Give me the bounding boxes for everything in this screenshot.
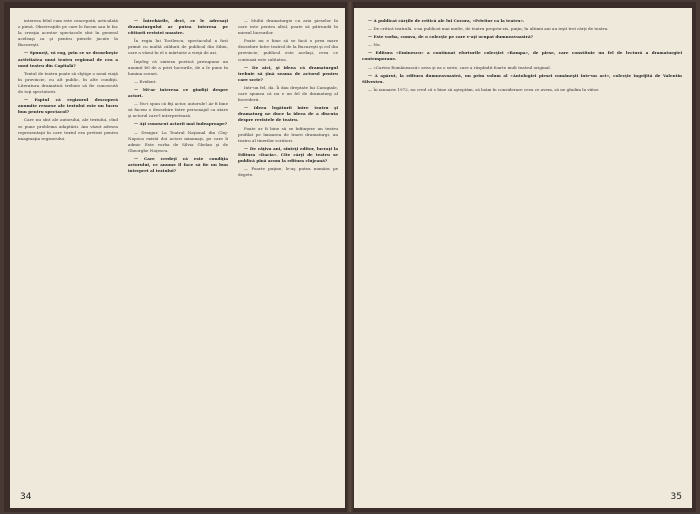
paragraph: Înţeleg că sinteza poetică presupune un anumit fel de a privi lucrurile, de a le pune în lumina scenei. — [128, 58, 228, 76]
interview-question: — Întrebările, deci, ce le adresaţi dramaturgului ar putea interesa pe cititorii revistei noastre. — [128, 18, 228, 36]
interview-question: — De aici, şi ideea că dramaturgul trebuie să ţină seama de actorul pentru care scrie? — [238, 64, 338, 82]
paragraph: Intr-un fel, da. Îi dau dreptate lui Caragiale, care spunea că nu e un fel de dramaturg al încrederii. — [238, 84, 338, 103]
paragraph: Care nu sînt ale autorului, ale textului, cînd se pune problema adaptării. Am văzut adesea reprezentaţii în care textul era pretext pentru imaginaţia regizorului. — [18, 117, 118, 141]
paragraph: — Desigur. La Teatrul Naţional din Cluj-Napoca există doi actori minunaţi, pe care îi admir. Este vorba de Silvia Ghelan şi de Gheorghe Nuţescu. — [128, 129, 228, 153]
book-spread — [4, 2, 696, 512]
paragraph: — Multă dramaturgie cu aria pieselor în care este pentru altul, poate să pătrundă în miezul lucrurilor. — [238, 18, 338, 36]
page-number-right: 35 — [670, 492, 682, 502]
column-3 — [238, 18, 338, 488]
paragraph: În regia lui Tocilescu, spectacolul a fost primit cu multă căldură de publicul din Sibiu, care a văzut în el o mărturie a vieţii de azi. — [128, 38, 228, 56]
left-page — [10, 8, 346, 508]
interview-question: — Spuneţi, vă rog, prin ce se deosebeşte activitatea unui teatru regional de cea a unui teatru din Capitală? — [18, 50, 118, 68]
interview-question: — Aţi cunoscut actorii mai îndeaproape? — [134, 121, 228, 127]
interview-question: — Care credeţi că este condiţia actorului, ce anume îl face să fie un bun interpret al textului? — [128, 155, 228, 174]
interview-question: — Mi-ar interesa ce gîndiţi despre actori. — [128, 86, 228, 99]
interview-question: — Editura «Eminescu» a continuat eforturile colecţiei «Rampa», de piese, care constituie un fel de lectură a dramaturgiei contemporane. — [362, 50, 682, 62]
column-1 — [18, 18, 118, 488]
interview-question: — Faptul că regizorul descoperă anumite resurse ale textului este un lucru bun pentru spectacol? — [18, 97, 118, 115]
paragraph: Textul de teatru poate să cîştige o nouă viaţă în provincie, cu alt public, în alte condiţii. Literatura dramatică trebuie să fie cunoscută de toţi spectatorii. — [18, 70, 118, 95]
right-page — [354, 8, 692, 508]
paragraph: — Evident. — [134, 78, 157, 84]
interview-question: — A apărut, la editura dumneavoastră, un prim volum al «Antologiei piesei româneşti într-un act», colecţie îngrijită de Valentin Silvestru. — [362, 72, 682, 84]
paragraph: — Nu. — [368, 42, 381, 48]
paragraph: — De critică teatrală, s-au publicat mai multe, de teatru propriu-zis, puţin; în ultimii ani au ieşit trei cărţi de teatru. — [368, 26, 609, 32]
paragraph: interesa felul cum este concepută, articulată o piesă. Observaţiile pe care le facem sau le fac la creaţia acestor spectacole sînt în general aceleaşi ca şi pentru piesele jucate la Bucureşti. — [18, 18, 118, 48]
column-4 — [362, 18, 682, 488]
interview-question: — A publicat cărţile de critică ale lui Cocora, «Privitor ca la teatru». — [368, 18, 525, 23]
paragraph: — Nu-i spun că fiţi actor, autorule! Ar fi bine să facem o deosebire între personajul ca atare şi actorul care-l interpretează. — [128, 101, 228, 119]
paragraph: — «Cartea Românească» avea şi ea o serie, care a răspîndit foarte mult teatrul original. — [368, 64, 551, 70]
paragraph: Poate ar fi bine să se înfiinţeze un teatru profilat pe lansarea de tineri dramaturgi, un teatru al tinerilor scriitori. — [238, 125, 338, 143]
interview-question: — Ideea legăturii între teatru şi dramaturg ne duce la ideea de a discuta despre revistele de teatru. — [238, 105, 338, 123]
interview-question: — De câţiva ani, sînteţi editor, lucraţi la Editura «Dacia». Cîte cărţi de teatru se publică pînă acum la editura clujeană? — [238, 145, 338, 163]
paragraph: Poate nu e bine să se facă o prea mare deosebire între teatrul de la Bucureşti şi cel din provincie; publicul este acelaşi, ceea ce contează este calitatea. — [238, 38, 338, 62]
page-number-left: 34 — [20, 492, 32, 502]
column-2 — [128, 18, 228, 488]
paragraph: — Foarte puţine, le-aş putea număra pe degete. — [238, 166, 338, 178]
interview-question: — Este vorba, cumva, de o colecţie pe care v-aţi ocupat dumneavoastră? — [368, 34, 534, 40]
paragraph: — În ianuarie 1972, nu cred că e bine să aşteptăm, să luăm în considerare ceea ce avem, să ne gîndim la viitor. — [368, 86, 600, 92]
